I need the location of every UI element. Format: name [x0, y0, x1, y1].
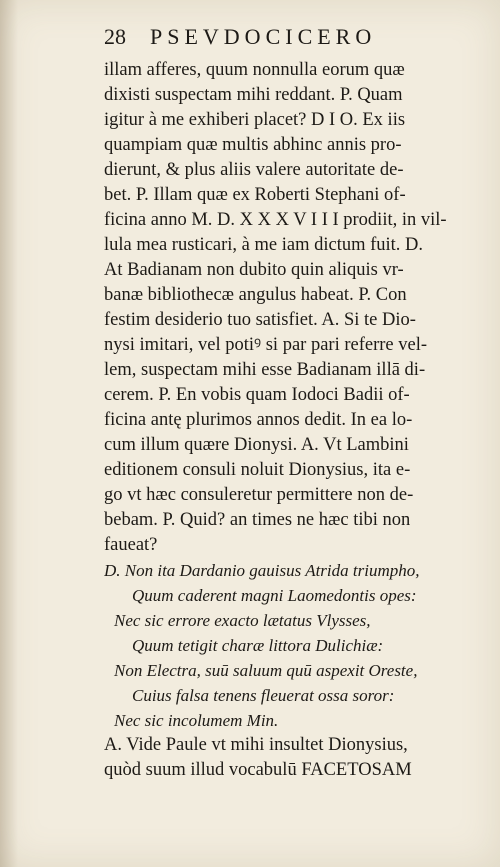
prose-line: igitur à me exhiberi placet? D I O. Ex iis — [104, 110, 406, 130]
running-head — [104, 24, 476, 54]
page-gutter-shadow — [0, 0, 18, 867]
prose-line: lem, suspectam mihi esse Badianam illā di- — [104, 360, 426, 380]
prose-line: bet. P. Illam quæ ex Roberti Stephani of- — [104, 185, 406, 205]
prose-line: editionem consuli noluit Dionysius, ita e- — [104, 460, 411, 480]
text-block — [104, 24, 476, 783]
prose-line: dierunt, & plus aliis valere autoritate de- — [104, 160, 404, 180]
prose-line: bebam. P. Quid? an times ne hæc tibi non — [104, 510, 411, 530]
prose-line: go vt hæc consuleretur permittere non de- — [104, 485, 414, 505]
closing-block — [104, 733, 476, 783]
verse-line: Cuius falsa tenens fleuerat ossa soror: — [132, 686, 395, 705]
verse-line: Quum tetigit charæ littora Dulichiæ: — [132, 636, 384, 655]
prose-line: nysi imitari, vel potiꝰ si par pari referre vel- — [104, 335, 427, 355]
page-number: 28 — [104, 24, 126, 49]
verse-line: Quum caderent magni Laomedontis opes: — [132, 586, 417, 605]
prose-line: cum illum quære Dionysi. A. Vt Lambini — [104, 435, 409, 455]
running-title: PSEVDOCICERO — [150, 24, 377, 49]
prose-line: faueat? — [104, 535, 158, 555]
verse-block — [104, 558, 476, 733]
prose-line: A. Vide Paule vt mihi insultet Dionysius, — [104, 735, 408, 755]
prose-line: banæ bibliothecæ angulus habeat. P. Con — [104, 285, 407, 305]
verse-line: Nec sic errore exacto lætatus Vlysses, — [114, 611, 371, 630]
verse-line: D. Non ita Dardanio gauisus Atrida triumpho, — [104, 561, 420, 580]
prose-line: ficina antę plurimos annos dedit. In ea lo- — [104, 410, 413, 430]
prose-line: lula mea rusticari, à me iam dictum fuit. D. — [104, 235, 424, 255]
prose-line: cerem. P. En vobis quam Iodoci Badii of- — [104, 385, 410, 405]
prose-line: dixisti suspectam mihi reddant. P. Quam — [104, 85, 403, 105]
prose-block — [104, 58, 476, 558]
verse-line: Non Electra, suū saluum quū aspexit Oreste, — [114, 661, 418, 680]
prose-line: ficina anno M. D. X X X V I I I prodiit, in vil- — [104, 210, 447, 230]
prose-line: festim desiderio tuo satisfiet. A. Si te Dio- — [104, 310, 416, 330]
prose-line: At Badianam non dubito quin aliquis vr- — [104, 260, 404, 280]
verse-line: Nec sic incolumem Min. — [114, 711, 279, 730]
prose-line: quòd suum illud vocabulū FACETOSAM — [104, 760, 412, 780]
prose-line: quampiam quæ multis abhinc annis pro- — [104, 135, 402, 155]
prose-line: illam afferes, quum nonnulla eorum quæ — [104, 60, 405, 80]
